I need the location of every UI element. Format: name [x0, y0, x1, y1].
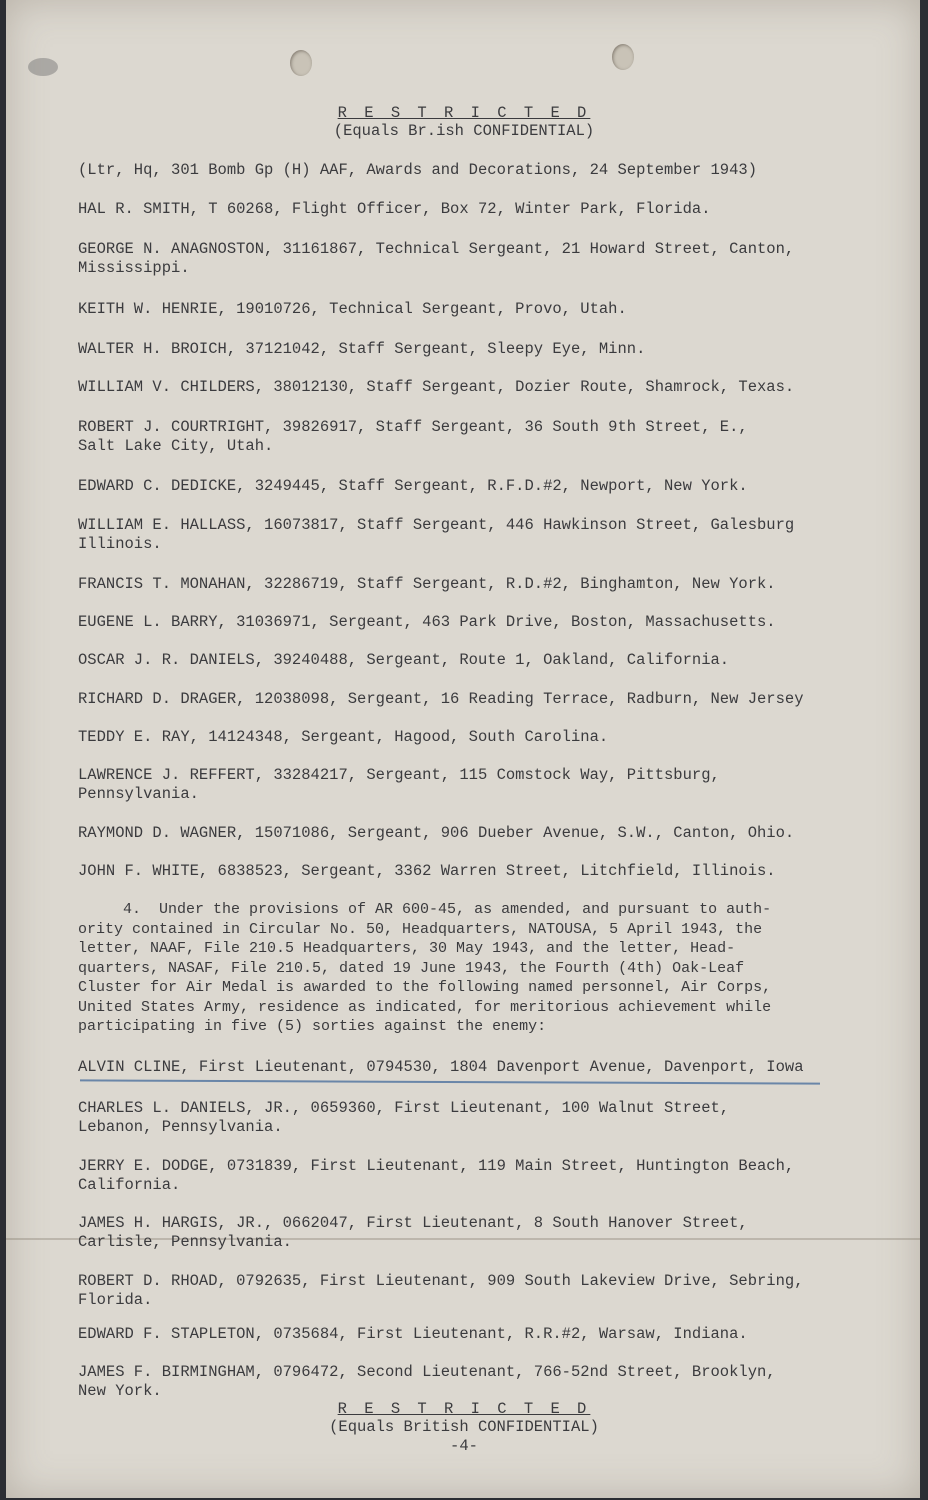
list-item: JAMES F. BIRMINGHAM, 0796472, Second Lieutenant, 766-52nd Street, Brooklyn, New York. [78, 1363, 776, 1400]
list-item: GEORGE N. ANAGNOSTON, 31161867, Technical Sergeant, 21 Howard Street, Canton, Mississippi. [78, 240, 795, 277]
list-item: HAL R. SMITH, T 60268, Flight Officer, Box 72, Winter Park, Florida. [78, 200, 711, 218]
list-item: RAYMOND D. WAGNER, 15071086, Sergeant, 906 Dueber Avenue, S.W., Canton, Ohio. [78, 824, 795, 842]
list-item: ALVIN CLINE, First Lieutenant, 0794530, 1804 Davenport Avenue, Davenport, Iowa [78, 1058, 804, 1076]
list-item: KEITH W. HENRIE, 19010726, Technical Sergeant, Provo, Utah. [78, 300, 627, 318]
list-item: EDWARD F. STAPLETON, 0735684, First Lieutenant, R.R.#2, Warsaw, Indiana. [78, 1325, 748, 1343]
footer-classification: R E S T R I C T E D [337, 1400, 591, 1418]
header-classification: R E S T R I C T E D [337, 104, 591, 122]
list-item: RICHARD D. DRAGER, 12038098, Sergeant, 16 Reading Terrace, Radburn, New Jersey [78, 690, 804, 708]
list-item: ROBERT J. COURTRIGHT, 39826917, Staff Sergeant, 36 South 9th Street, E., Salt Lake City, Utah. [78, 418, 748, 455]
list-item: WILLIAM E. HALLASS, 16073817, Staff Sergeant, 446 Hawkinson Street, Galesburg Illinois. [78, 516, 795, 553]
list-item: ROBERT D. RHOAD, 0792635, First Lieutenant, 909 South Lakeview Drive, Sebring, Florida. [78, 1272, 804, 1309]
list-item: JOHN F. WHITE, 6838523, Sergeant, 3362 Warren Street, Litchfield, Illinois. [78, 862, 776, 880]
list-item: WILLIAM V. CHILDERS, 38012130, Staff Sergeant, Dozier Route, Shamrock, Texas. [78, 378, 795, 396]
punch-hole [290, 50, 312, 76]
list-item: JERRY E. DODGE, 0731839, First Lieutenant, 119 Main Street, Huntington Beach, California. [78, 1157, 795, 1194]
reference-line: (Ltr, Hq, 301 Bomb Gp (H) AAF, Awards and Decorations, 24 September 1943) [78, 161, 758, 179]
list-item: OSCAR J. R. DANIELS, 39240488, Sergeant, Route 1, Oakland, California. [78, 651, 730, 669]
list-item: WALTER H. BROICH, 37121042, Staff Sergeant, Sleepy Eye, Minn. [78, 340, 646, 358]
list-item: CHARLES L. DANIELS, JR., 0659360, First Lieutenant, 100 Walnut Street, Lebanon, Pennsylvania. [78, 1099, 730, 1136]
list-item: EDWARD C. DEDICKE, 3249445, Staff Sergeant, R.F.D.#2, Newport, New York. [78, 477, 748, 495]
punch-hole [612, 44, 634, 70]
page-number: -4- [450, 1437, 478, 1455]
header-equals-note: (Equals Br.ish CONFIDENTIAL) [333, 122, 595, 140]
list-item: LAWRENCE J. REFFERT, 33284217, Sergeant, 115 Comstock Way, Pittsburg, Pennsylvania. [78, 766, 720, 803]
list-item: FRANCIS T. MONAHAN, 32286719, Staff Sergeant, R.D.#2, Binghamton, New York. [78, 575, 776, 593]
footer-equals-note: (Equals British CONFIDENTIAL) [329, 1418, 599, 1436]
list-item: EUGENE L. BARRY, 31036971, Sergeant, 463 Park Drive, Boston, Massachusetts. [78, 613, 776, 631]
list-item: TEDDY E. RAY, 14124348, Sergeant, Hagood, South Carolina. [78, 728, 609, 746]
paragraph-4: 4. Under the provisions of AR 600-45, as amended, and pursuant to auth- ority contained in Circular No. 50, Headquarters, NATOUSA, 5 April 1943, the letter, NAAF, File 210.5 Headquarters, 30 May 1943, and the letter, Head- quarters, NASAF, File 210.5, dated 19 June 1943, the Fourth (4th) Oak-Leaf Cluster for Air Medal is awarded to the following named personnel, Air Corps, United States Army, residence as indicated, for meritorious achievement while participating in five (5) sorties against the enemy: [78, 901, 772, 1035]
list-item: JAMES H. HARGIS, JR., 0662047, First Lieutenant, 8 South Hanover Street, Carlisle, Pennsylvania. [78, 1214, 748, 1251]
ink-smudge [28, 58, 58, 76]
